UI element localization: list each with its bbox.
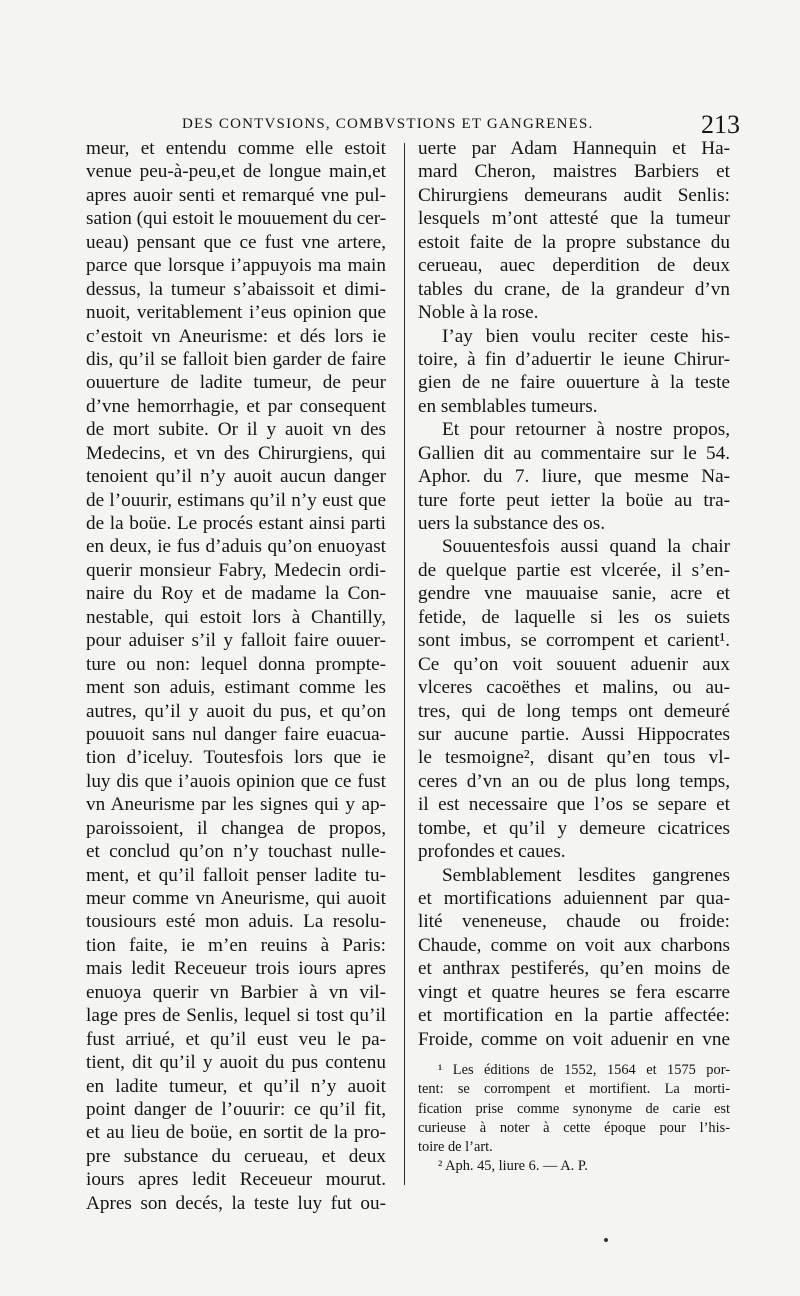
text-line: gien de ne faire ouuerture à la teste: [418, 372, 730, 394]
text-line: et au lieu de boüe, en sortit de la pro-: [86, 1122, 386, 1144]
text-line: de la boüe. Le procés estant ainsi parti: [86, 513, 386, 534]
text-line: le tesmoigne², disant qu’en tous vl-: [418, 747, 730, 769]
text-line: apres auoir senti et remarqué vne pul-: [86, 184, 386, 206]
text-line: vingt et quatre heures se fera escarre: [418, 981, 730, 1003]
footnote-line: tent: se corrompent et mortifient. La morti-: [418, 1081, 730, 1098]
text-line: tient, dit qu’il y auoit du pus contenu: [86, 1052, 386, 1074]
text-line: en ladite tumeur, et qu’il n’y auoit: [86, 1075, 386, 1097]
text-line: Chirurgiens demeurans audit Senlis:: [418, 184, 730, 206]
text-line: de l’ouurir, estimans qu’il n’y eust que: [86, 489, 386, 511]
text-line: et mortification en la partie affectée:: [418, 1005, 730, 1027]
text-line: nestable, qui estoit lors à Chantilly,: [86, 606, 386, 628]
text-line: Apres son decés, la teste luy fut ou-: [86, 1192, 386, 1214]
text-line: Noble à la rose.: [418, 302, 539, 324]
text-line: lage pres de Senlis, lequel si tost qu’il: [86, 1005, 386, 1027]
text-line: tion d’iceluy. Toutesfois lors que ie: [86, 747, 386, 769]
text-line: Aphor. du 7. liure, que mesme Na-: [418, 466, 730, 488]
text-line: de quelque partie est vlcerée, il s’en-: [418, 559, 730, 581]
column-divider: [404, 143, 405, 1185]
text-line: c’estoit vn Aneurisme: et dés lors ie: [86, 325, 386, 347]
text-line: vn Aneurisme par les signes qui y ap-: [86, 794, 386, 816]
text-line: dessus, la tumeur s’abaissoit et dimi-: [86, 278, 386, 300]
text-line: sation (qui estoit le mouuement du cer-: [86, 208, 386, 230]
text-line: Froide, comme on voit aduenir en vne: [418, 1028, 730, 1050]
text-line: venue peu-à-peu,et de longue main,et: [86, 161, 386, 183]
text-line: estoit faite de la propre substance du: [418, 231, 730, 253]
text-line: tousiours esté mon aduis. La resolu-: [86, 911, 386, 933]
text-line: meur comme vn Aneurisme, qui auoit: [86, 888, 386, 909]
text-line: ceres d’vn an ou de plus long temps,: [418, 770, 730, 792]
text-line: tables du crane, de la grandeur d’vn: [418, 278, 730, 300]
text-line: ouuerture de ladite tumeur, de peur: [86, 372, 386, 394]
text-line: enuoya querir vn Barbier à vn vil-: [86, 981, 386, 1003]
text-line: querir monsieur Fabry, Medecin ordi-: [86, 559, 386, 581]
text-line: parce que lorsque i’appuyois ma main: [86, 255, 386, 277]
text-line: autres, qu’il y auoit du pus, et qu’on: [86, 700, 386, 722]
text-line: Chaude, comme on voit aux charbons: [418, 934, 730, 956]
text-line: en semblables tumeurs.: [418, 395, 598, 417]
text-line: en deux, ie fus d’aduis qu’on enuoyast: [86, 536, 386, 558]
text-line: de mort subite. Or il y auoit vn des: [86, 419, 386, 441]
text-line: tenoient qu’il n’y auoit aucun danger: [86, 466, 386, 488]
text-line: il est necessaire que l’os se separe et: [418, 794, 730, 816]
text-line: pouuoit sans nul danger faire euacua-: [86, 723, 386, 745]
text-line: pour aduiser s’il y falloit faire ouuer-: [86, 630, 386, 652]
text-line: Souuentesfois aussi quand la chair: [442, 536, 730, 558]
text-line: Gallien dit au commentaire sur le 54.: [418, 442, 730, 464]
text-line: nuoit, veritablement i’eus opinion que: [86, 302, 386, 324]
running-head-title: DES CONTVSIONS, COMBVSTIONS ET GANGRENES.: [182, 116, 594, 132]
text-line: ment son aduis, estimant comme les: [86, 677, 386, 699]
text-line: fetide, de laquelle si les os suiets: [418, 606, 730, 628]
text-line: point danger de l’ouurir: ce qu’il fit,: [86, 1098, 386, 1120]
text-line: vlceres cacoëthes et malins, ou au-: [418, 677, 730, 699]
text-line: tion faite, ie m’en reuins à Paris:: [86, 934, 386, 956]
text-line: Medecins, et vn des Chirurgiens, qui: [86, 442, 386, 464]
text-line: et conclud qu’on n’y touchast nulle-: [86, 841, 386, 863]
text-line: lité veneneuse, chaude ou froide:: [418, 911, 730, 933]
text-line: tres, qui de long temps ont demeuré: [418, 700, 730, 722]
text-line: uerte par Adam Hannequin et Ha-: [418, 138, 730, 159]
footnote-line: fication prise comme synonyme de carie est: [418, 1100, 730, 1117]
text-line: ment, et qu’il falloit penser ladite tu-: [86, 864, 386, 886]
right-text-column: [418, 137, 730, 1051]
text-line: iours apres ledit Receueur mourut.: [86, 1169, 386, 1191]
footnote-line: toire de l’art.: [418, 1139, 493, 1156]
text-line: sur aucune partie. Aussi Hippocrates: [418, 723, 730, 745]
text-line: et mortifications aduiennent par qua-: [418, 888, 730, 909]
text-line: ueau) pensant que ce fust vne artere,: [86, 231, 386, 253]
text-line: d’vne hemorrhagie, et par consequent: [86, 395, 386, 417]
page-number: 213: [701, 110, 740, 139]
text-line: pre substance du cerueau, et deux: [86, 1145, 386, 1167]
text-line: gendre vne mauuaise sanie, acre et: [418, 583, 730, 605]
left-text-column: [86, 137, 386, 1215]
text-line: fust arriué, et qu’il eust veu le pa-: [86, 1028, 386, 1050]
text-line: sont imbus, se corrompent et carient¹.: [418, 630, 730, 652]
text-line: Ce qu’on voit souuent aduenir aux: [418, 653, 730, 675]
text-line: ture forte peut ietter la boüe au tra-: [418, 489, 730, 511]
text-line: paroissoient, il changea de propos,: [86, 817, 386, 839]
text-line: mais ledit Receueur trois iours apres: [86, 958, 386, 980]
text-line: profondes et caues.: [418, 841, 566, 863]
text-line: dis, qu’il se falloit bien garder de faire: [86, 348, 386, 370]
text-line: uers la substance des os.: [418, 513, 606, 534]
text-line: tombe, et qu’il y demeure cicatrices: [418, 817, 730, 839]
footnote-line: ² Aph. 45, liure 6. — A. P.: [438, 1158, 588, 1175]
text-line: cerueau, auec deperdition de deux: [418, 255, 730, 277]
text-line: naire du Roy et de madame la Con-: [86, 583, 386, 605]
text-line: Semblablement lesdites gangrenes: [442, 864, 730, 886]
ink-speck: [604, 1238, 608, 1242]
text-line: et anthrax pestiferés, qu’en moins de: [418, 958, 730, 980]
text-line: luy dis que i’auois opinion que ce fust: [86, 770, 386, 792]
text-line: meur, et entendu comme elle estoit: [86, 138, 386, 159]
text-line: toire, à fin d’aduertir le ieune Chirur-: [418, 348, 730, 370]
text-line: Et pour retourner à nostre propos,: [442, 419, 730, 441]
text-line: lesquels m’ont attesté que la tumeur: [418, 208, 730, 230]
footnote-line: curieuse à noter à cette époque pour l’his-: [418, 1119, 730, 1136]
text-line: mard Cheron, maistres Barbiers et: [418, 161, 730, 183]
text-line: I’ay bien voulu reciter ceste his-: [442, 325, 730, 347]
footnote-line: ¹ Les éditions de 1552, 1564 et 1575 por-: [438, 1062, 730, 1078]
text-line: ture ou non: lequel donna prompte-: [86, 653, 386, 675]
footnotes: [418, 1061, 730, 1177]
